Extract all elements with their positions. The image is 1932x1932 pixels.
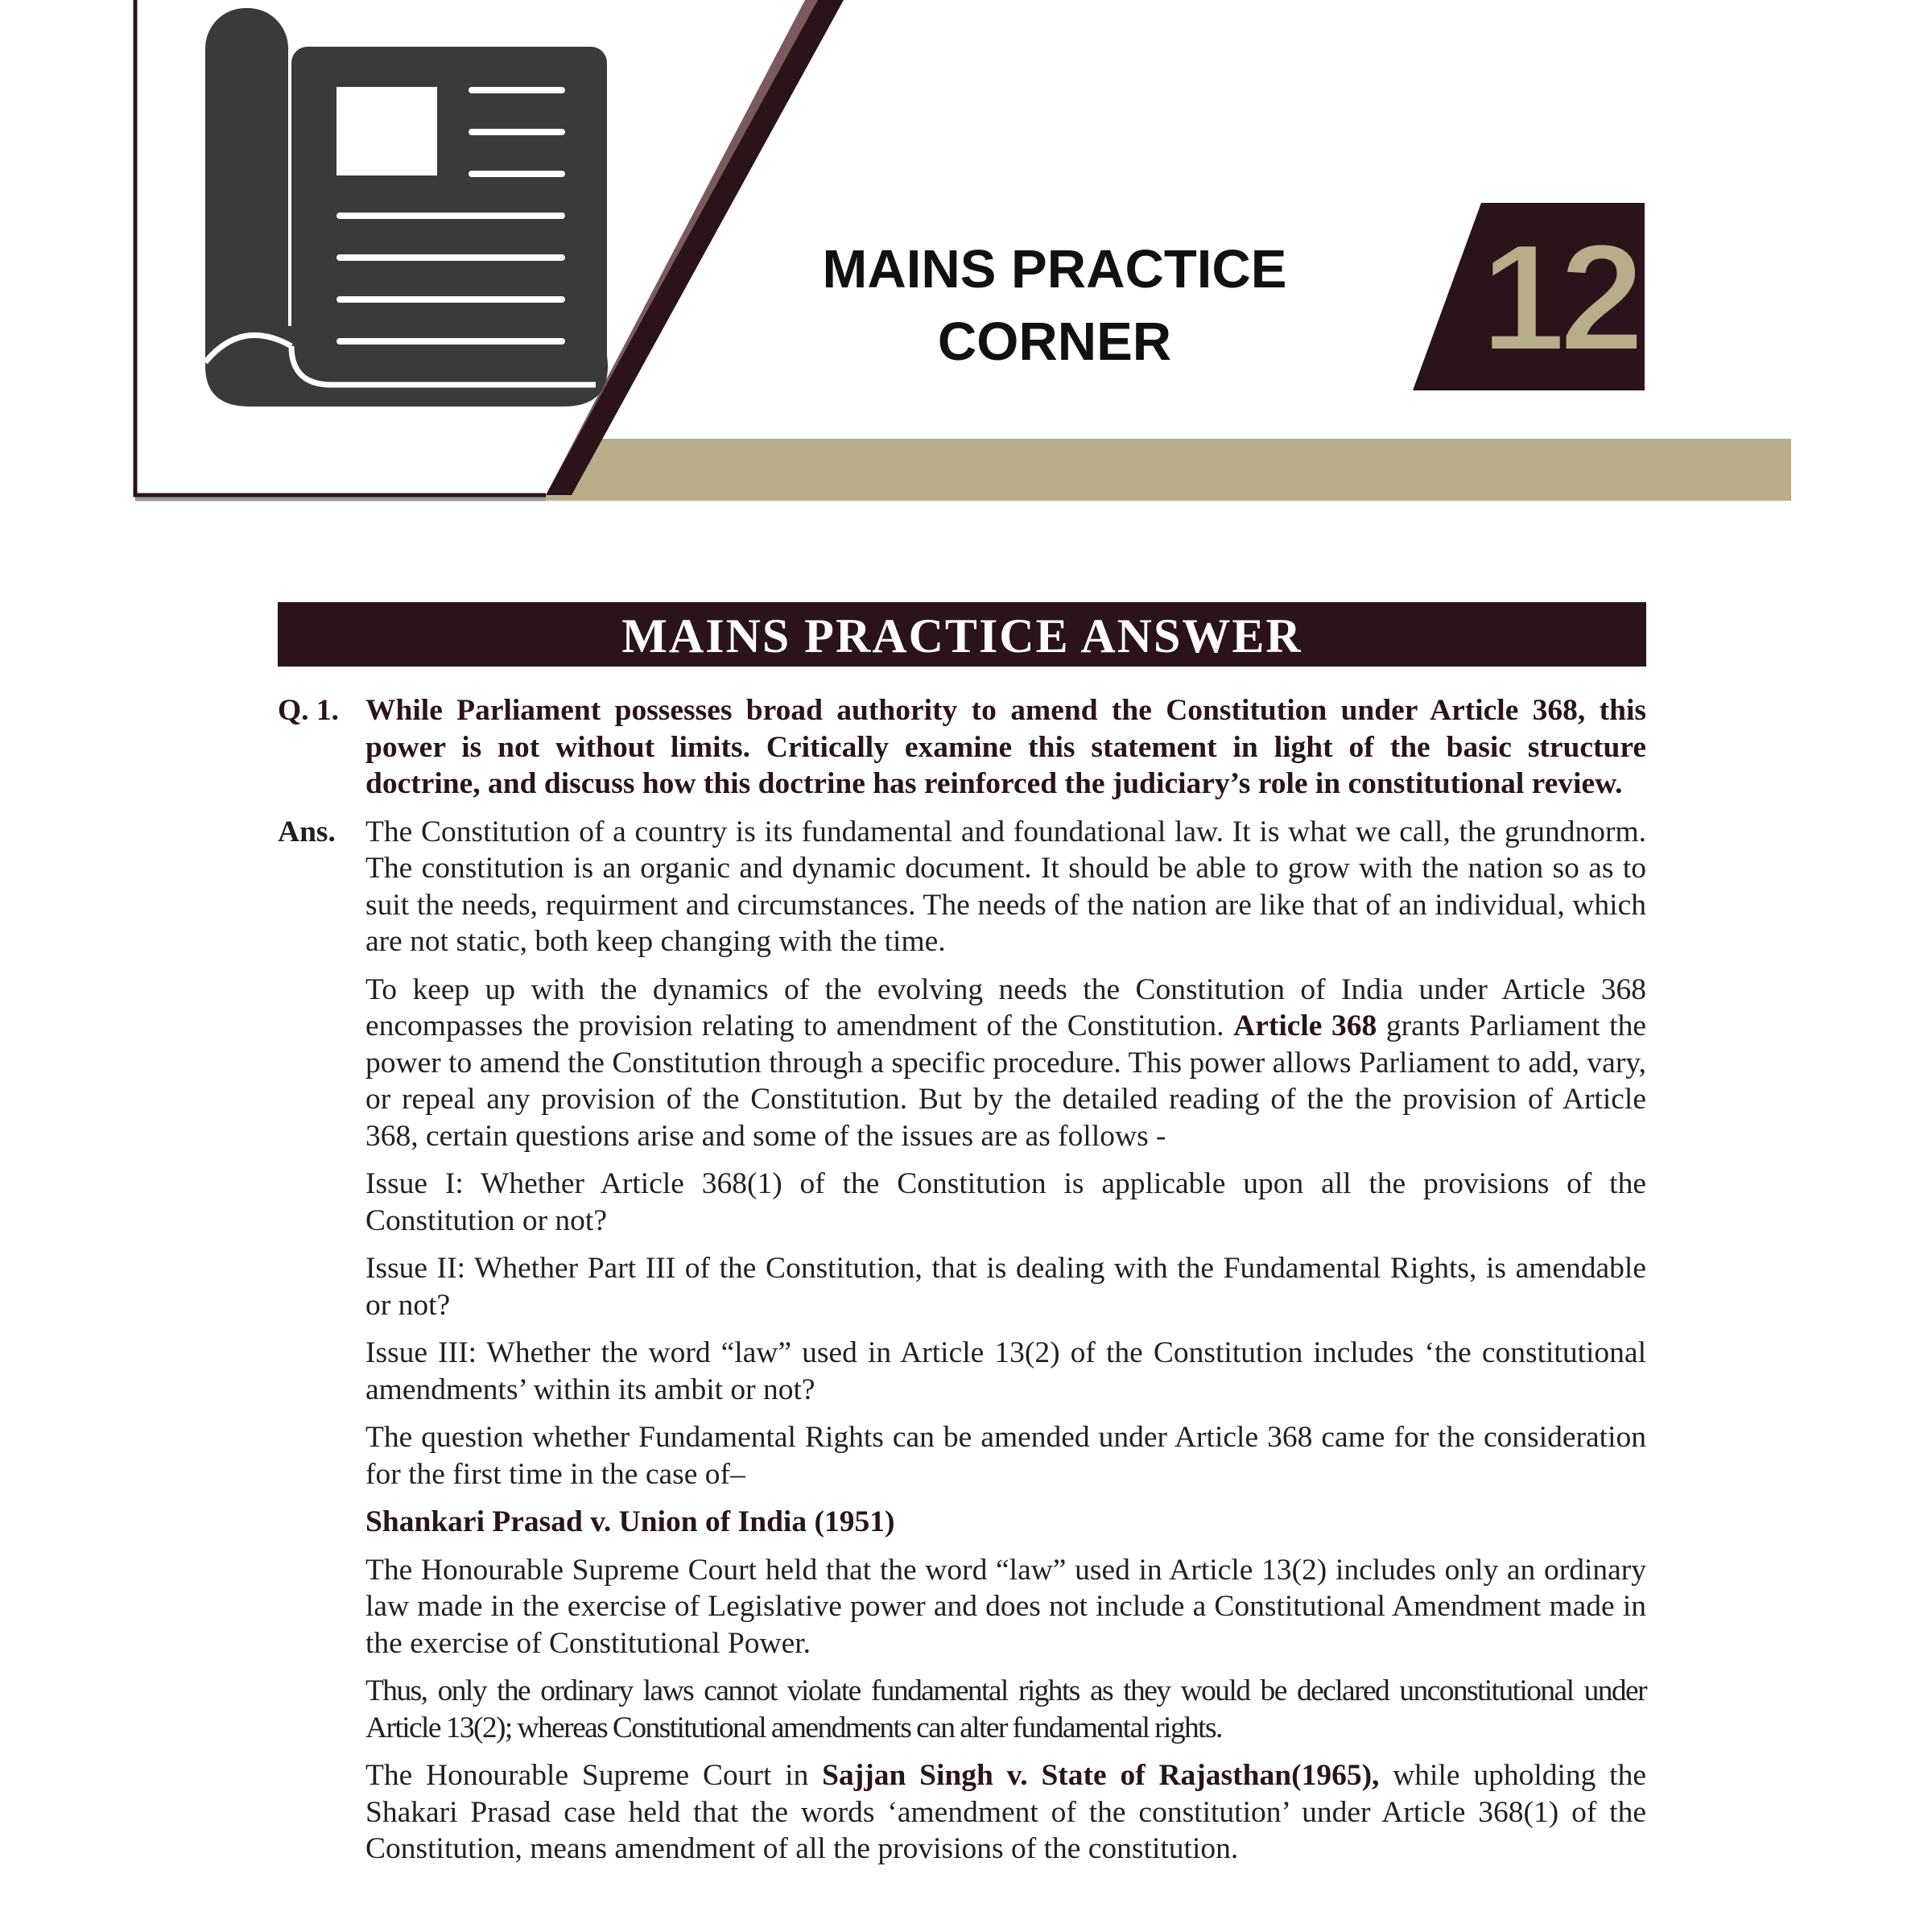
answer-block xyxy=(278,814,1646,960)
page-title xyxy=(773,233,1336,378)
page-title-line1: MAINS PRACTICE xyxy=(822,239,1287,299)
case-name: Sajjan Singh v. State of Rajasthan(1965), xyxy=(822,1759,1380,1792)
newspaper-icon xyxy=(205,8,608,407)
section-banner: MAINS PRACTICE ANSWER xyxy=(278,602,1646,667)
paragraph-text: grants Parliament the power to amend the Constitution through a specific procedure. This power allows Parliament to add, vary, or repeal any provision of the Constitution. But by the detailed reading of the the provision of Article 368, certain questions arise and some of the issues are as follows - xyxy=(365,1009,1646,1153)
chapter-number: 12 xyxy=(1480,213,1638,383)
bold-text: Article 368 xyxy=(1233,1009,1377,1042)
paragraph-thus: Thus, only the ordinary laws cannot violate fundamental rights as they would be declared unconstitutional under Article 13(2); whereas Constitutional amendments can alter fundamental rights. xyxy=(365,1674,1646,1744)
issue-2: Issue II: Whether Part III of the Constitution, that is dealing with the Fundamental Rights, is amendable or not? xyxy=(365,1252,1646,1322)
header-band xyxy=(531,439,1791,501)
answer-intro: The Constitution of a country is its fundamental and foundational law. It is what we call, the grundnorm. The constitution is an organic and dynamic document. It should be able to grow with the nation so as to suit the needs, requirment and circumstances. The needs of the nation are like that of an individual, which are not static, both keep changing with the time. xyxy=(365,815,1646,958)
paragraph-text: The Honourable Supreme Court in xyxy=(365,1759,823,1792)
paragraph-article-368 xyxy=(365,972,1646,1155)
case-heading: Shankari Prasad v. Union of India (1951) xyxy=(365,1505,895,1538)
question-block xyxy=(278,692,1646,803)
question-label: Q. 1. xyxy=(278,694,340,727)
page-title-line2: CORNER xyxy=(937,312,1172,372)
question-text: While Parliament possesses broad authority to amend the Constitution under Article 368, this power is not without limits. Critically examine this statement in light of the basic structure doctrine, and discuss how this doctrine has reinforced the judiciary’s role in constitutional review. xyxy=(365,694,1646,800)
paragraph-question: The question whether Fundamental Rights can be amended under Article 368 came for the consideration for the first time in the case of– xyxy=(365,1421,1646,1491)
issue-1: Issue I: Whether Article 368(1) of the Constitution is applicable upon all the provisions of the Constitution or not? xyxy=(365,1167,1646,1237)
paragraph-held: The Honourable Supreme Court held that the word “law” used in Article 13(2) includes only an ordinary law made in the exercise of Legislative power and does not include a Constitutional Amendment made in the exercise of Constitutional Power. xyxy=(365,1553,1646,1660)
paragraph-text: while upholding the Shakari Prasad case held that the words ‘amendment of the constitution’ under Article 368(1) of the Constitution, means amendment of all the provisions of the constitution. xyxy=(365,1759,1646,1865)
issue-3: Issue III: Whether the word “law” used in Article 13(2) of the Constitution includes ‘the constitutional amendments’ within its ambit or not? xyxy=(365,1336,1646,1406)
paragraph-sajjan xyxy=(365,1757,1646,1868)
answer-label: Ans. xyxy=(278,815,336,848)
paragraph-text: To keep up with the dynamics of the evolving needs the Constitution of India under Article 368 encompasses the provision relating to amendment of the Constitution. xyxy=(365,972,1646,1042)
answer-content xyxy=(278,692,1646,1879)
